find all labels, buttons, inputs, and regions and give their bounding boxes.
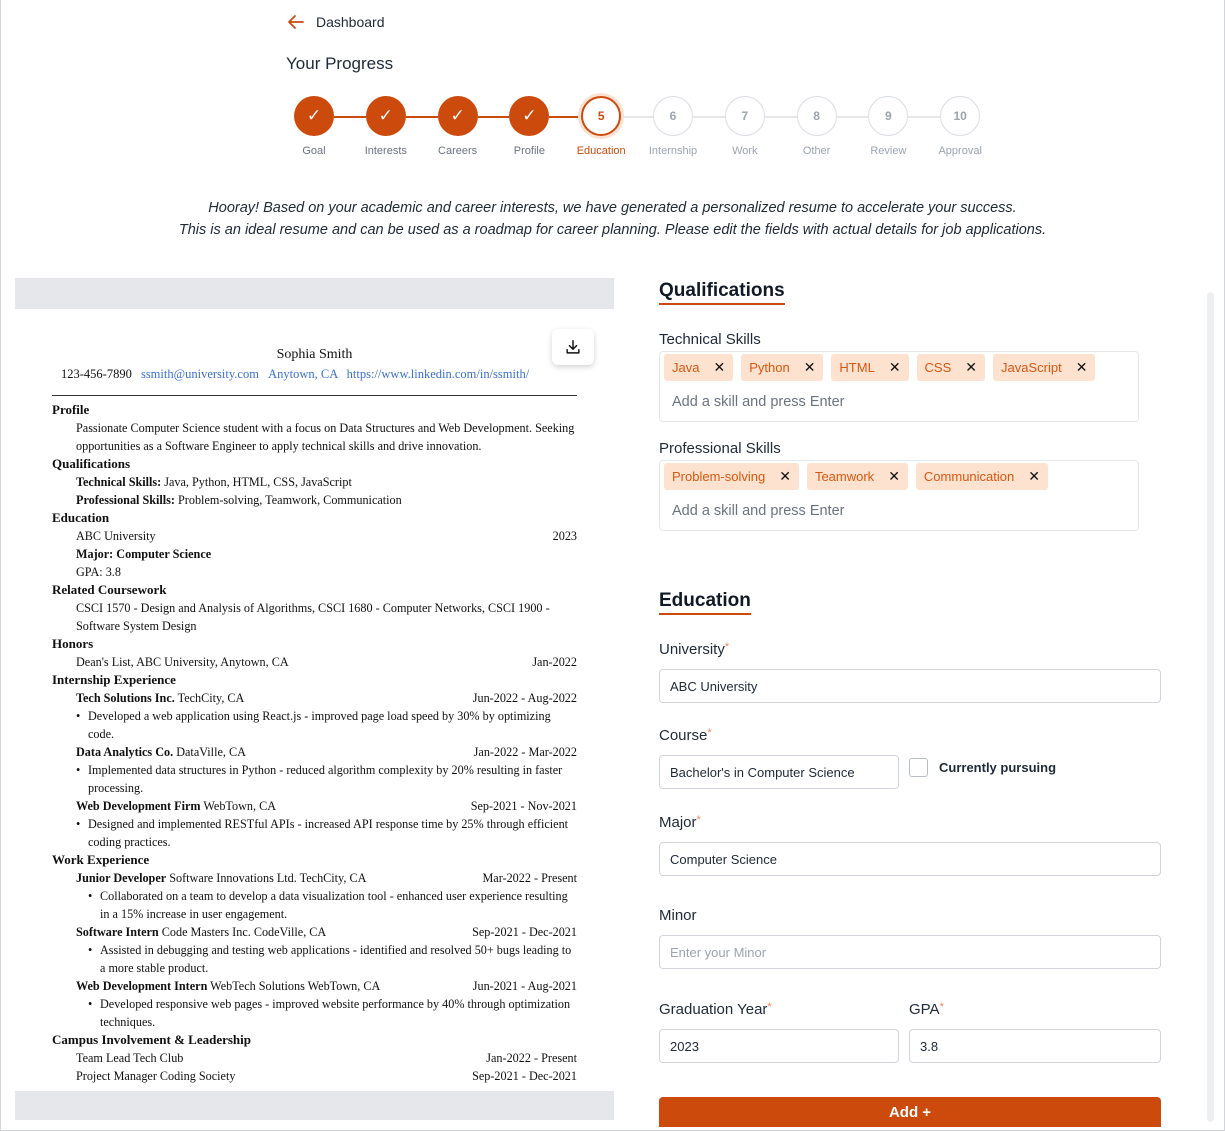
resume-major: Major: Computer Science — [76, 547, 212, 561]
course-label-text: Course — [659, 727, 708, 744]
resume-work-dates: Sep-2021 - Dec-2021 — [472, 925, 577, 939]
minor-label: Minor — [659, 907, 697, 924]
step-profile[interactable] — [493, 96, 565, 157]
intro-line-2: This is an ideal resume and can be used as a roadmap for career planning. Please edit the fields with actual details for job applications. — [178, 222, 1047, 238]
resume-university-row — [52, 527, 577, 545]
resume-internship-dates: Sep-2021 - Nov-2021 — [470, 799, 577, 813]
resume-internship-place: TechCity, CA — [177, 691, 245, 705]
resume-phone: 123-456-7890 — [61, 367, 132, 381]
progress-title: Your Progress — [286, 54, 394, 73]
step-label: Interests — [364, 145, 407, 157]
step-number: 5 — [581, 96, 621, 136]
professional-skills-tags — [660, 461, 1138, 490]
step-number: 10 — [940, 96, 980, 136]
resume-preview-panel — [15, 278, 614, 1120]
remove-tag-icon[interactable]: ✕ — [888, 359, 901, 375]
resume-body — [52, 401, 577, 1085]
step-label: Work — [732, 145, 758, 157]
skill-tag — [664, 354, 733, 381]
resume-internship-company: Web Development Firm — [76, 799, 201, 813]
resume-bullet-text: Assisted in debugging and testing web applications - identified and resolved 50+ bugs leading to a more stable product. — [100, 943, 572, 975]
resume-year: 2023 — [552, 529, 577, 543]
resume-tech-value: Java, Python, HTML, CSS, JavaScript — [164, 475, 352, 489]
resume-section-heading: Profile — [52, 402, 90, 417]
required-mark: * — [724, 641, 730, 653]
remove-tag-icon[interactable]: ✕ — [713, 359, 726, 375]
skill-tag — [741, 354, 823, 381]
gpa-input[interactable] — [909, 1029, 1161, 1063]
skill-tag-label: JavaScript — [1001, 360, 1062, 375]
intro-message — [0, 197, 1225, 241]
resume-work-role: Junior Developer — [76, 871, 167, 885]
resume-internship-company: Tech Solutions Inc. — [76, 691, 175, 705]
step-label: Profile — [513, 145, 545, 157]
resume-internship-place: DataVille, CA — [176, 745, 246, 759]
resume-contact — [61, 367, 529, 382]
resume-work-place: WebTech Solutions WebTown, CA — [210, 979, 381, 993]
resume-campus-dates: Jan-2022 - Present — [486, 1051, 577, 1065]
qualifications-title: Qualifications — [659, 280, 785, 305]
remove-tag-icon[interactable]: ✕ — [965, 359, 978, 375]
technical-skills-field[interactable] — [659, 351, 1139, 422]
check-icon: ✓ — [438, 96, 478, 136]
resume-paper — [15, 309, 614, 1091]
resume-section-heading: Related Coursework — [52, 582, 167, 597]
resume-honor-date: Jan-2022 — [532, 655, 577, 669]
remove-tag-icon[interactable]: ✕ — [803, 359, 816, 375]
resume-gpa-row — [52, 563, 577, 581]
step-interests[interactable] — [350, 96, 422, 157]
resume-section-heading: Honors — [52, 636, 94, 651]
professional-skills-field[interactable] — [659, 460, 1139, 531]
intro-line-1: Hooray! Based on your academic and career interests, we have generated a personalized resume to accelerate your success. — [208, 200, 1017, 216]
resume-bullet: • Designed and implemented RESTful APIs - increased API response time by 25% through efficient coding practices. — [52, 815, 577, 851]
required-mark: * — [939, 1001, 944, 1013]
resume-bullet: • Assisted in debugging and testing web applications - identified and resolved 50+ bugs leading to a more stable product. — [52, 941, 577, 977]
resume-major-row — [52, 545, 577, 563]
resume-section-heading: Education — [52, 510, 110, 525]
skill-tag — [831, 354, 908, 381]
currently-pursuing-label: Currently pursuing — [939, 760, 1057, 775]
resume-internship-row — [52, 689, 577, 707]
back-to-dashboard-link[interactable] — [286, 12, 385, 32]
resume-internship-row — [52, 797, 577, 815]
skill-tag — [916, 463, 1048, 490]
resume-bullet-text: Developed responsive web pages - improved website performance by 40% through optimization techniques. — [100, 997, 571, 1029]
professional-skills-label: Professional Skills — [659, 440, 781, 457]
required-mark: * — [696, 814, 701, 826]
technical-skills-label: Technical Skills — [659, 331, 761, 348]
resume-internship-row — [52, 743, 577, 761]
resume-work-row — [52, 869, 577, 887]
technical-skill-input[interactable] — [660, 381, 1138, 417]
step-number: 8 — [797, 96, 837, 136]
step-goal[interactable] — [278, 96, 350, 157]
resume-email-link[interactable]: ssmith@university.com — [140, 367, 259, 381]
resume-work-row — [52, 923, 577, 941]
step-approval[interactable] — [924, 96, 996, 157]
remove-tag-icon[interactable]: ✕ — [888, 468, 900, 484]
resume-bullet-text: Implemented data structures in Python - reduced algorithm complexity by 20% resulting in faster processing. — [88, 763, 563, 795]
remove-tag-icon[interactable]: ✕ — [1075, 359, 1088, 375]
resume-profile-text: Passionate Computer Science student with a focus on Data Structures and Web Development. Seeking opportunities as a Software Engineer to apply technical skills and drive innovation. — [76, 421, 575, 453]
university-label-text: University — [659, 641, 725, 658]
professional-skill-input[interactable] — [660, 490, 1138, 526]
currently-pursuing[interactable] — [909, 758, 1056, 777]
resume-prof-label: Professional Skills: — [76, 493, 175, 507]
step-work[interactable] — [709, 96, 781, 157]
resume-campus-role: Project Manager Coding Society — [76, 1069, 236, 1083]
resume-work-role: Web Development Intern — [76, 979, 208, 993]
form-scrollbar[interactable] — [1207, 292, 1214, 1122]
remove-tag-icon[interactable]: ✕ — [779, 468, 791, 484]
resume-name: Sophia Smith — [276, 347, 353, 362]
step-careers[interactable] — [422, 96, 494, 157]
step-number: 9 — [868, 96, 908, 136]
resume-prof-skills — [52, 491, 577, 509]
resume-section-heading: Internship Experience — [52, 672, 176, 687]
resume-tech-skills — [52, 473, 577, 491]
resume-internship-company: Data Analytics Co. — [76, 745, 174, 759]
skill-tag-label: Problem-solving — [672, 469, 766, 484]
graduation-year-label-text: Graduation Year — [659, 1001, 768, 1018]
resume-campus-role: Team Lead Tech Club — [76, 1051, 184, 1065]
resume-location[interactable]: Anytown, CA — [268, 367, 338, 381]
university-input[interactable] — [659, 669, 1161, 703]
gpa-label-text: GPA — [909, 1001, 940, 1018]
resume-section-heading: Qualifications — [52, 456, 131, 471]
resume-work-row — [52, 977, 577, 995]
resume-work-dates: Mar-2022 - Present — [482, 871, 577, 885]
step-number: 6 — [653, 96, 693, 136]
resume-coursework: CSCI 1570 - Design and Analysis of Algorithms, CSCI 1680 - Computer Networks, CSCI 1900 - Software System Design — [76, 601, 550, 633]
resume-bullet: • Developed a web application using React.js - improved page load speed by 30% by optimizing code. — [52, 707, 577, 743]
step-number: 7 — [725, 96, 765, 136]
resume-internship-dates: Jan-2022 - Mar-2022 — [473, 745, 577, 759]
gpa-label — [909, 1001, 944, 1018]
skill-tag-label: Teamwork — [814, 469, 875, 484]
skill-tag-label: Java — [672, 360, 700, 375]
resume-tech-label: Technical Skills: — [76, 475, 162, 489]
resume-university: ABC University — [76, 529, 156, 543]
step-education[interactable] — [565, 96, 637, 157]
resume-honor-row — [52, 653, 577, 671]
step-label: Approval — [938, 145, 982, 157]
step-internship[interactable] — [637, 96, 709, 157]
resume-bullet: • Developed responsive web pages - improved website performance by 40% through optimization techniques. — [52, 995, 577, 1031]
resume-internship-dates: Jun-2022 - Aug-2022 — [472, 691, 577, 705]
check-icon: ✓ — [366, 96, 406, 136]
resume-bullet-text: Designed and implemented RESTful APIs - increased API response time by 25% through efficient coding practices. — [88, 817, 569, 849]
step-review[interactable] — [852, 96, 924, 157]
resume-section-heading: Work Experience — [52, 852, 150, 867]
step-label: Review — [870, 145, 907, 157]
resume-internship-place: WebTown, CA — [203, 799, 277, 813]
currently-pursuing-checkbox[interactable] — [909, 758, 928, 777]
required-mark: * — [707, 727, 712, 739]
step-label: Goal — [302, 145, 326, 157]
resume-linkedin-link[interactable]: https://www.linkedin.com/in/ssmith/ — [346, 367, 530, 381]
arrow-left-icon — [286, 12, 306, 32]
resume-section-heading: Campus Involvement & Leadership — [52, 1032, 251, 1047]
skill-tag-label: CSS — [924, 360, 952, 375]
skill-tag — [917, 354, 985, 381]
resume-campus-dates: Sep-2021 - Dec-2021 — [472, 1069, 577, 1083]
resume-bullet-text: Collaborated on a team to develop a data visualization tool - enhanced user experience resulting in a 15% increase in user engagement. — [100, 889, 568, 921]
major-input[interactable] — [659, 842, 1161, 876]
resume-work-place: Code Masters Inc. CodeVille, CA — [161, 925, 327, 939]
technical-skills-tags — [660, 352, 1138, 381]
resume-bullet: • Implemented data structures in Python - reduced algorithm complexity by 20% resulting in faster processing. — [52, 761, 577, 797]
skill-tag — [664, 463, 799, 490]
check-icon: ✓ — [294, 96, 334, 136]
resume-divider — [52, 395, 577, 396]
resume-campus-row — [52, 1049, 577, 1067]
course-label — [659, 727, 712, 744]
add-education-button[interactable]: Add + — [659, 1097, 1161, 1127]
resume-gpa: GPA: 3.8 — [76, 565, 121, 579]
skill-tag — [993, 354, 1095, 381]
major-label — [659, 814, 701, 831]
step-label: Other — [802, 145, 831, 157]
resume-bullet-text: Developed a web application using React.js - improved page load speed by 30% by optimizing code. — [88, 709, 551, 741]
major-label-text: Major — [659, 814, 697, 831]
graduation-year-input[interactable] — [659, 1029, 899, 1063]
education-title: Education — [659, 590, 751, 615]
resume-work-place: Software Innovations Ltd. TechCity, CA — [169, 871, 367, 885]
resume-honor: Dean's List, ABC University, Anytown, CA — [76, 655, 289, 669]
resume-prof-value: Problem-solving, Teamwork, Communication — [178, 493, 402, 507]
skill-tag-label: Python — [749, 360, 790, 375]
resume-work-role: Software Intern — [76, 925, 159, 939]
step-other[interactable] — [781, 96, 853, 157]
graduation-year-label — [659, 1001, 772, 1018]
progress-stepper — [278, 96, 998, 166]
step-label: Careers — [438, 145, 478, 157]
remove-tag-icon[interactable]: ✕ — [1028, 468, 1040, 484]
university-label — [659, 641, 729, 658]
back-label: Dashboard — [316, 14, 385, 30]
step-label: Internship — [648, 145, 698, 157]
skill-tag-label: HTML — [839, 360, 875, 375]
skill-tag — [807, 463, 908, 490]
skill-tag-label: Communication — [923, 469, 1015, 484]
minor-input[interactable] — [659, 935, 1161, 969]
course-input[interactable] — [659, 755, 899, 789]
required-mark: * — [767, 1001, 772, 1013]
step-label: Education — [576, 145, 626, 157]
resume-campus-row — [52, 1067, 577, 1085]
resume-bullet: • Collaborated on a team to develop a data visualization tool - enhanced user experience resulting in a 15% increase in user engagement. — [52, 887, 577, 923]
resume-work-dates: Jun-2021 - Aug-2021 — [472, 979, 577, 993]
check-icon: ✓ — [509, 96, 549, 136]
